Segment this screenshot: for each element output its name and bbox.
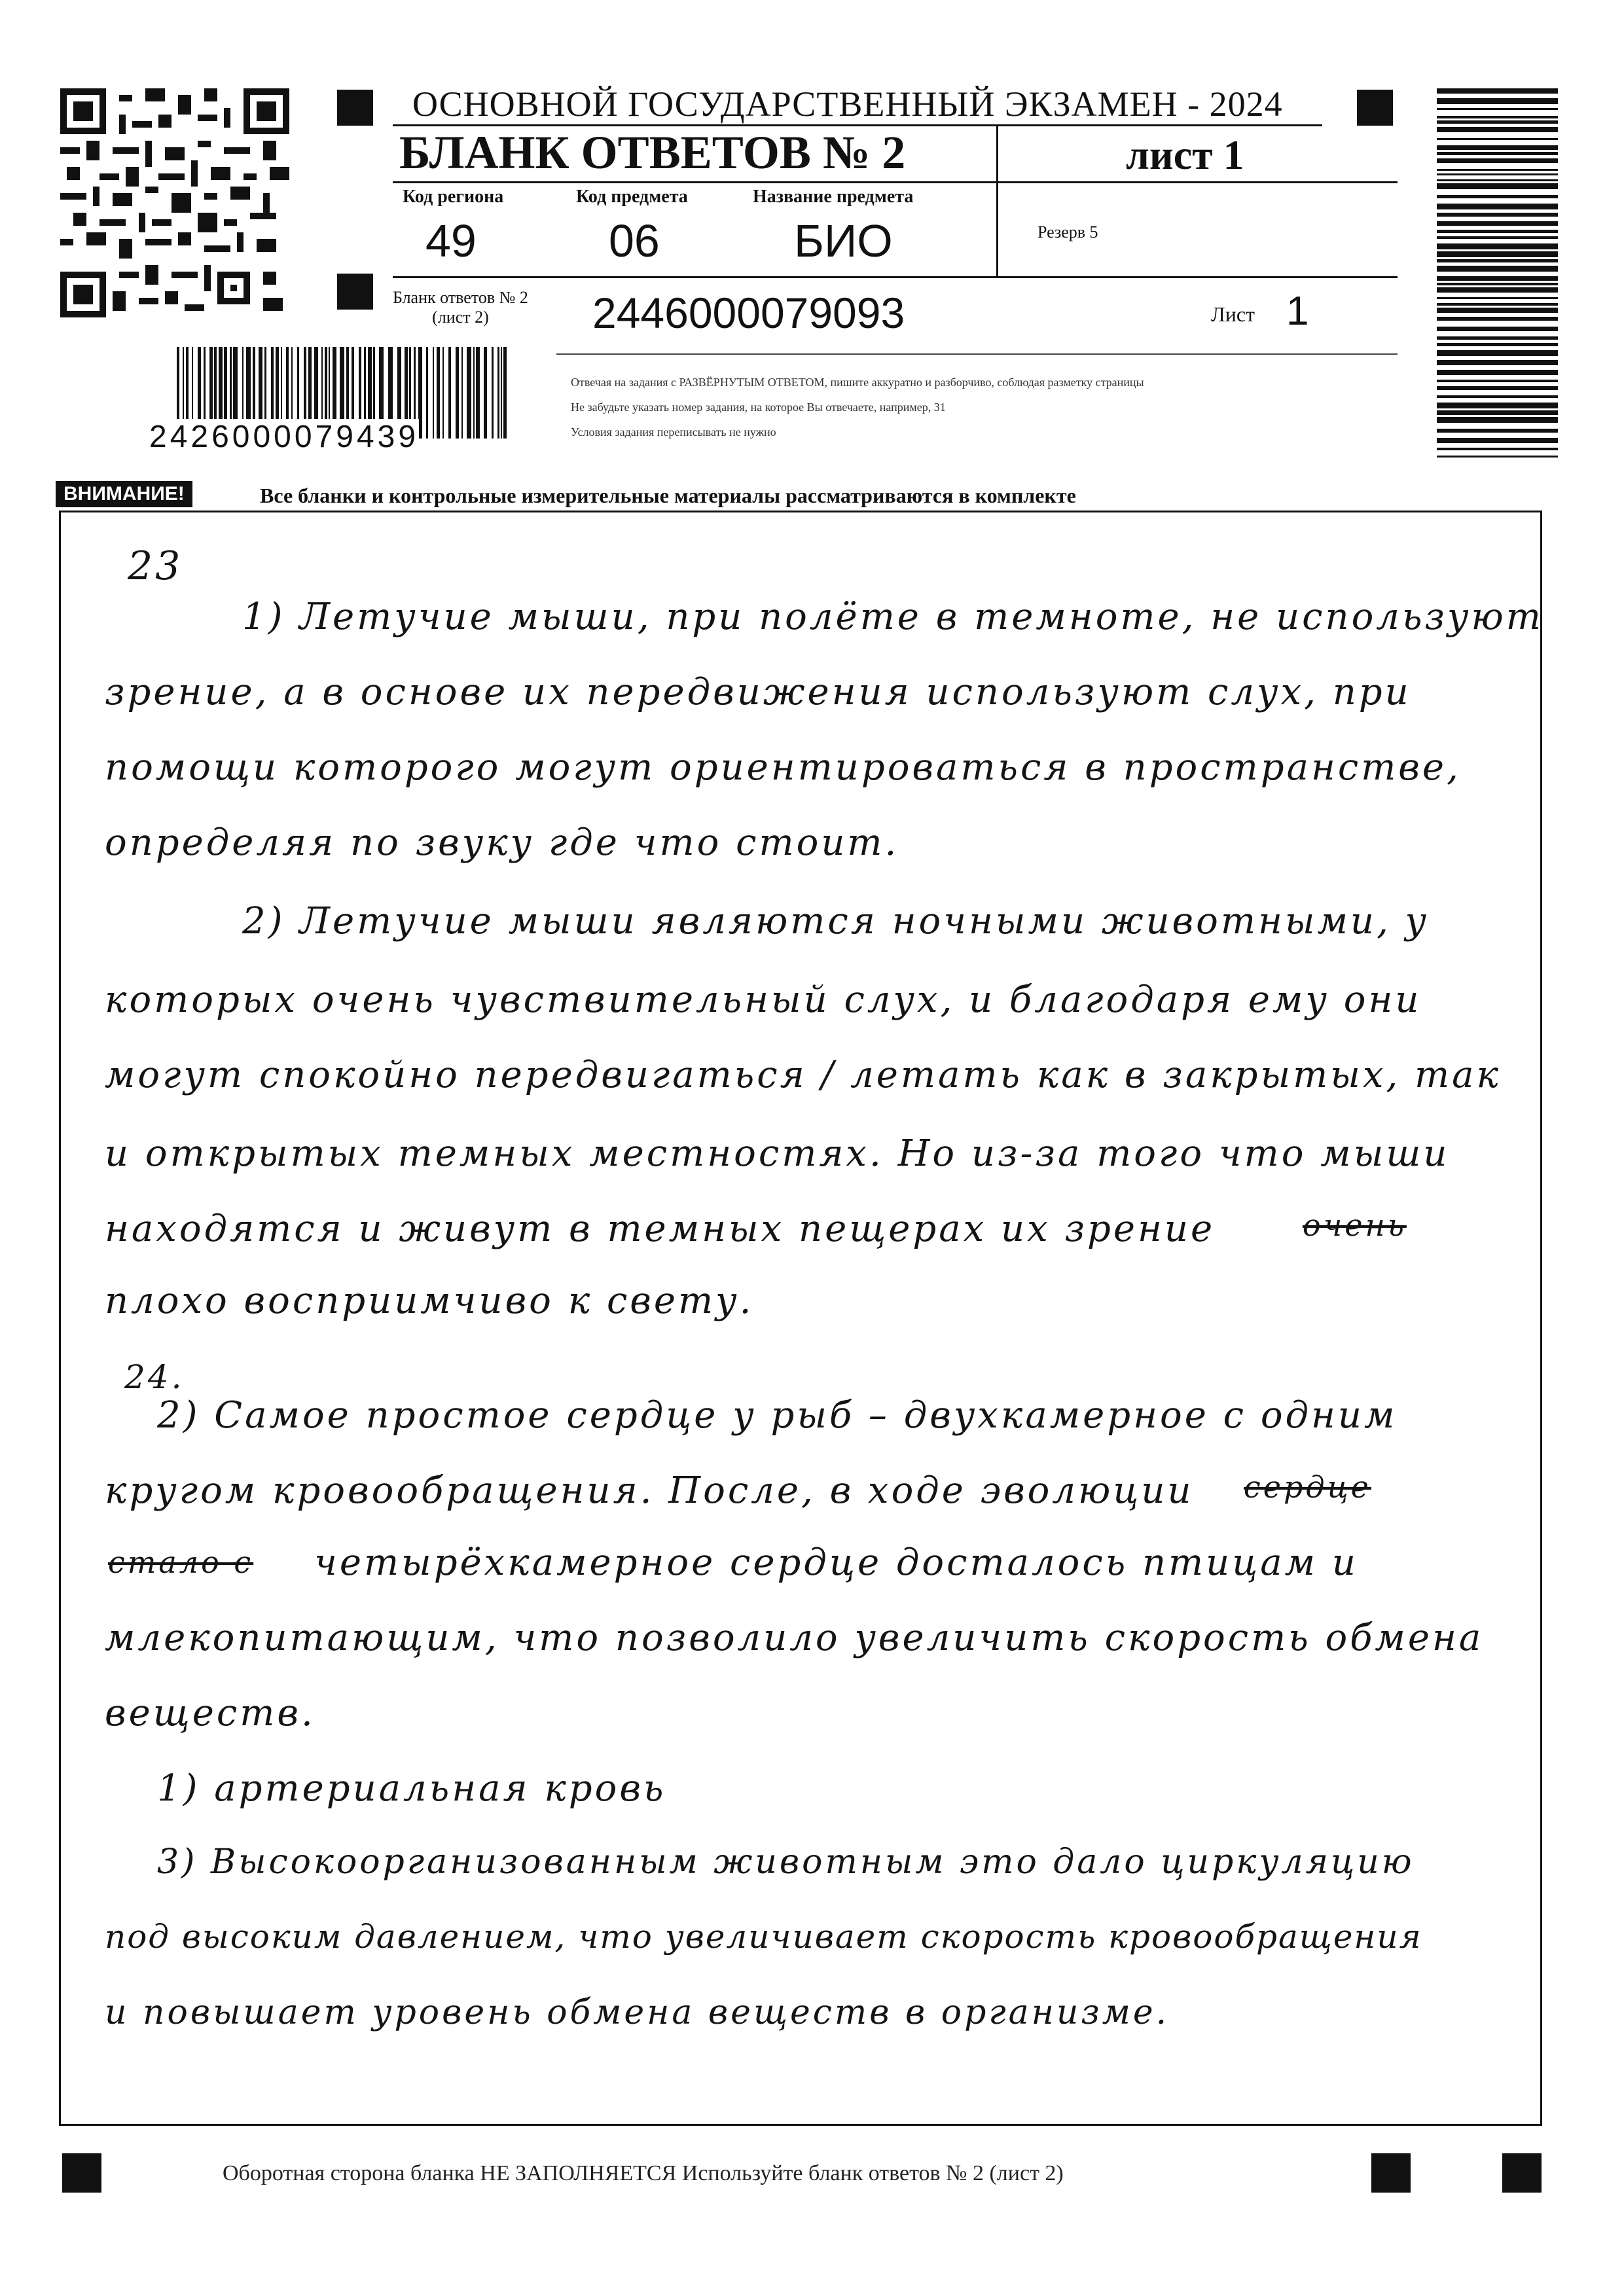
barcode-bar: [461, 347, 463, 439]
barcode-bar: [1437, 213, 1558, 217]
q24-line-9: и повышает уровень обмена веществ в организме.: [105, 1993, 1170, 2032]
attention-banner: [56, 481, 1542, 509]
subject-name-value: БИО: [794, 215, 893, 266]
q23-line-4: определяя по звуку где что стоит.: [105, 821, 899, 864]
exam-title: ОСНОВНОЙ ГОСУДАРСТВЕННЫЙ ЭКЗАМЕН - 2024: [412, 84, 1283, 124]
barcode-bar: [1437, 127, 1558, 132]
barcode-bar: [503, 347, 507, 439]
subject-code-value: 06: [609, 215, 660, 266]
barcode-bar: [1437, 152, 1558, 155]
barcode-bar: [1437, 395, 1558, 398]
q23-line-6: которых очень чувствительный слух, и благодаря ему они: [105, 978, 1422, 1021]
barcode-right: [1437, 88, 1558, 468]
barcode-bar: [1437, 438, 1558, 443]
instruction-line-2: Не забудьте указать номер задания, на которое Вы отвечаете, например, 31: [571, 401, 946, 414]
form-number-underline: [556, 353, 1398, 355]
barcode-bar: [1437, 429, 1558, 433]
barcode-number: 2426000079439: [149, 420, 420, 454]
barcode-bar: [501, 347, 502, 439]
qr-code: [60, 88, 289, 317]
form2-label-line1: Бланк ответов № 2: [393, 288, 528, 307]
barcode-bar: [1437, 138, 1558, 140]
barcode-bar: [1437, 297, 1558, 299]
instruction-line-3: Условия задания переписывать не нужно: [571, 425, 776, 439]
q24-struck-word-2: стало с: [108, 1545, 254, 1580]
q23-struck-word: очень: [1303, 1208, 1407, 1243]
barcode-bar: [1437, 380, 1558, 382]
barcode-bar: [1437, 98, 1558, 104]
q23-line-8: и открытых темных местностях. Но из-за того что мыши: [105, 1132, 1450, 1175]
barcode-bar: [1437, 251, 1558, 257]
instructions: [571, 370, 1144, 444]
alignment-marker-bottom-right: [1502, 2153, 1542, 2193]
instruction-line-1: Отвечая на задания с РАЗВЁРНУТЫМ ОТВЕТОМ, пишите аккуратно и разборчиво, соблюдая разметку страницы: [571, 376, 1144, 389]
q24-line-2: кругом кровообращения. После, в ходе эволюции: [105, 1469, 1194, 1512]
barcode-bar: [1437, 317, 1558, 321]
alignment-marker-top-right: [1357, 90, 1393, 126]
reserve-label: Резерв 5: [1038, 223, 1098, 242]
alignment-marker-mid-left: [337, 274, 373, 310]
sheet-number: 1: [1286, 289, 1309, 334]
barcode-bar: [1437, 243, 1558, 249]
form-title: БЛАНК ОТВЕТОВ № 2: [399, 126, 906, 179]
subject-name-label: Название предмета: [753, 187, 914, 207]
q23-line-5: 2) Летучие мыши являются ночными животными, у: [242, 900, 1430, 942]
barcode-bar: [497, 347, 499, 439]
header-vertical-divider: [996, 126, 998, 278]
q24-line-8: под высоким давлением, что увеличивает скорость кровообращения: [105, 1918, 1422, 1956]
barcode-bar: [1437, 448, 1558, 450]
barcode-bar: [492, 347, 494, 439]
region-value: 49: [425, 215, 477, 266]
form-number: 2446000079093: [592, 289, 905, 337]
attention-text: Все бланки и контрольные измерительные материалы рассматриваются в комплекте: [260, 484, 1076, 507]
barcode-bar: [1437, 183, 1558, 189]
question-23-number: 23: [128, 543, 183, 589]
barcode-bar: [1437, 204, 1558, 209]
barcode-bar: [1437, 236, 1558, 239]
barcode-bar: [1437, 230, 1558, 233]
q23-line-7: могут спокойно передвигаться / летать как в закрытых, так: [105, 1054, 1501, 1096]
barcode-bar: [1437, 403, 1558, 408]
q24-line-1: 2) Самое простое сердце у рыб – двухкамерное с одним: [157, 1394, 1398, 1437]
header-bottom-divider: [393, 276, 1398, 278]
barcode-bar: [426, 347, 428, 439]
alignment-marker-bottom-left: [62, 2153, 101, 2193]
barcode-bar: [1437, 327, 1558, 331]
barcode-bar: [1437, 259, 1558, 262]
alignment-marker-bottom-mid: [1371, 2153, 1411, 2193]
barcode-bar: [1437, 350, 1558, 356]
q24-line-5: веществ.: [105, 1692, 316, 1734]
subject-code-label: Код предмета: [576, 187, 688, 207]
barcode-bar: [1437, 343, 1558, 346]
sheet-word: Лист: [1211, 302, 1255, 326]
barcode-bar: [1437, 88, 1558, 94]
form2-label-line2: (лист 2): [432, 308, 489, 327]
barcode-bar: [1437, 266, 1558, 272]
barcode-bar: [442, 347, 444, 439]
q24-line-4: млекопитающим, что позволило увеличить скорость обмена: [105, 1617, 1484, 1659]
barcode-bar: [1437, 303, 1558, 306]
sheet-label: лист 1: [1126, 132, 1244, 178]
barcode-bar: [1437, 308, 1558, 313]
barcode-bar: [448, 347, 451, 439]
form2-label: [393, 288, 528, 327]
barcode-bar: [473, 347, 475, 439]
barcode-bar: [1437, 145, 1558, 150]
q24-line-3: четырёхкамерное сердце досталось птицам и: [314, 1541, 1358, 1584]
region-label: Код региона: [403, 187, 504, 207]
barcode-bar: [1437, 179, 1558, 181]
barcode-bar: [1437, 158, 1558, 163]
q23-line-3: помощи которого могут ориентироваться в пространстве,: [105, 746, 1461, 789]
barcode-bar: [1437, 410, 1558, 415]
barcode-bar: [1437, 456, 1558, 457]
alignment-marker-top-left: [337, 90, 373, 126]
q23-line-2: зрение, а в основе их передвижения используют слух, при: [105, 671, 1411, 713]
barcode-bar: [1437, 287, 1558, 293]
barcode-bar: [484, 347, 487, 439]
barcode-bar: [456, 347, 459, 439]
barcode-bar: [1437, 360, 1558, 365]
barcode-bar: [1437, 195, 1558, 198]
q24-line-7: 3) Высокоорганизованным животным это дало циркуляцию: [157, 1842, 1415, 1882]
barcode-bar: [1437, 283, 1558, 285]
question-24-number: 24.: [124, 1358, 185, 1396]
attention-badge: ВНИМАНИЕ!: [56, 481, 192, 507]
barcode-bar: [467, 347, 471, 439]
barcode-bar: [1437, 386, 1558, 390]
barcode-bar: [437, 347, 440, 439]
footer-note: Оборотная сторона бланка НЕ ЗАПОЛНЯЕТСЯ Используйте бланк ответов № 2 (лист 2): [223, 2161, 1064, 2185]
barcode-bar: [1437, 221, 1558, 226]
header-row-divider: [393, 181, 1398, 183]
q23-line-10: плохо восприимчиво к свету.: [105, 1280, 754, 1322]
barcode-bar: [1437, 370, 1558, 375]
barcode-bar: [1437, 108, 1558, 110]
q23-line-9: находятся и живут в темных пещерах их зрение: [105, 1208, 1216, 1250]
barcode-bar: [1437, 336, 1558, 340]
barcode-bar: [1437, 173, 1558, 175]
barcode-bar: [433, 347, 434, 439]
q24-struck-word-1: сердце: [1244, 1469, 1371, 1505]
barcode-bar: [1437, 120, 1558, 124]
q24-line-6: 1) артериальная кровь: [157, 1767, 666, 1810]
barcode-bar: [476, 347, 480, 439]
barcode-bar: [1437, 116, 1558, 118]
barcode-bar: [1437, 276, 1558, 281]
barcode-bar: [1437, 417, 1558, 423]
q23-line-1: 1) Летучие мыши, при полёте в темноте, не используют: [242, 596, 1543, 638]
barcode-bar: [1437, 169, 1558, 171]
